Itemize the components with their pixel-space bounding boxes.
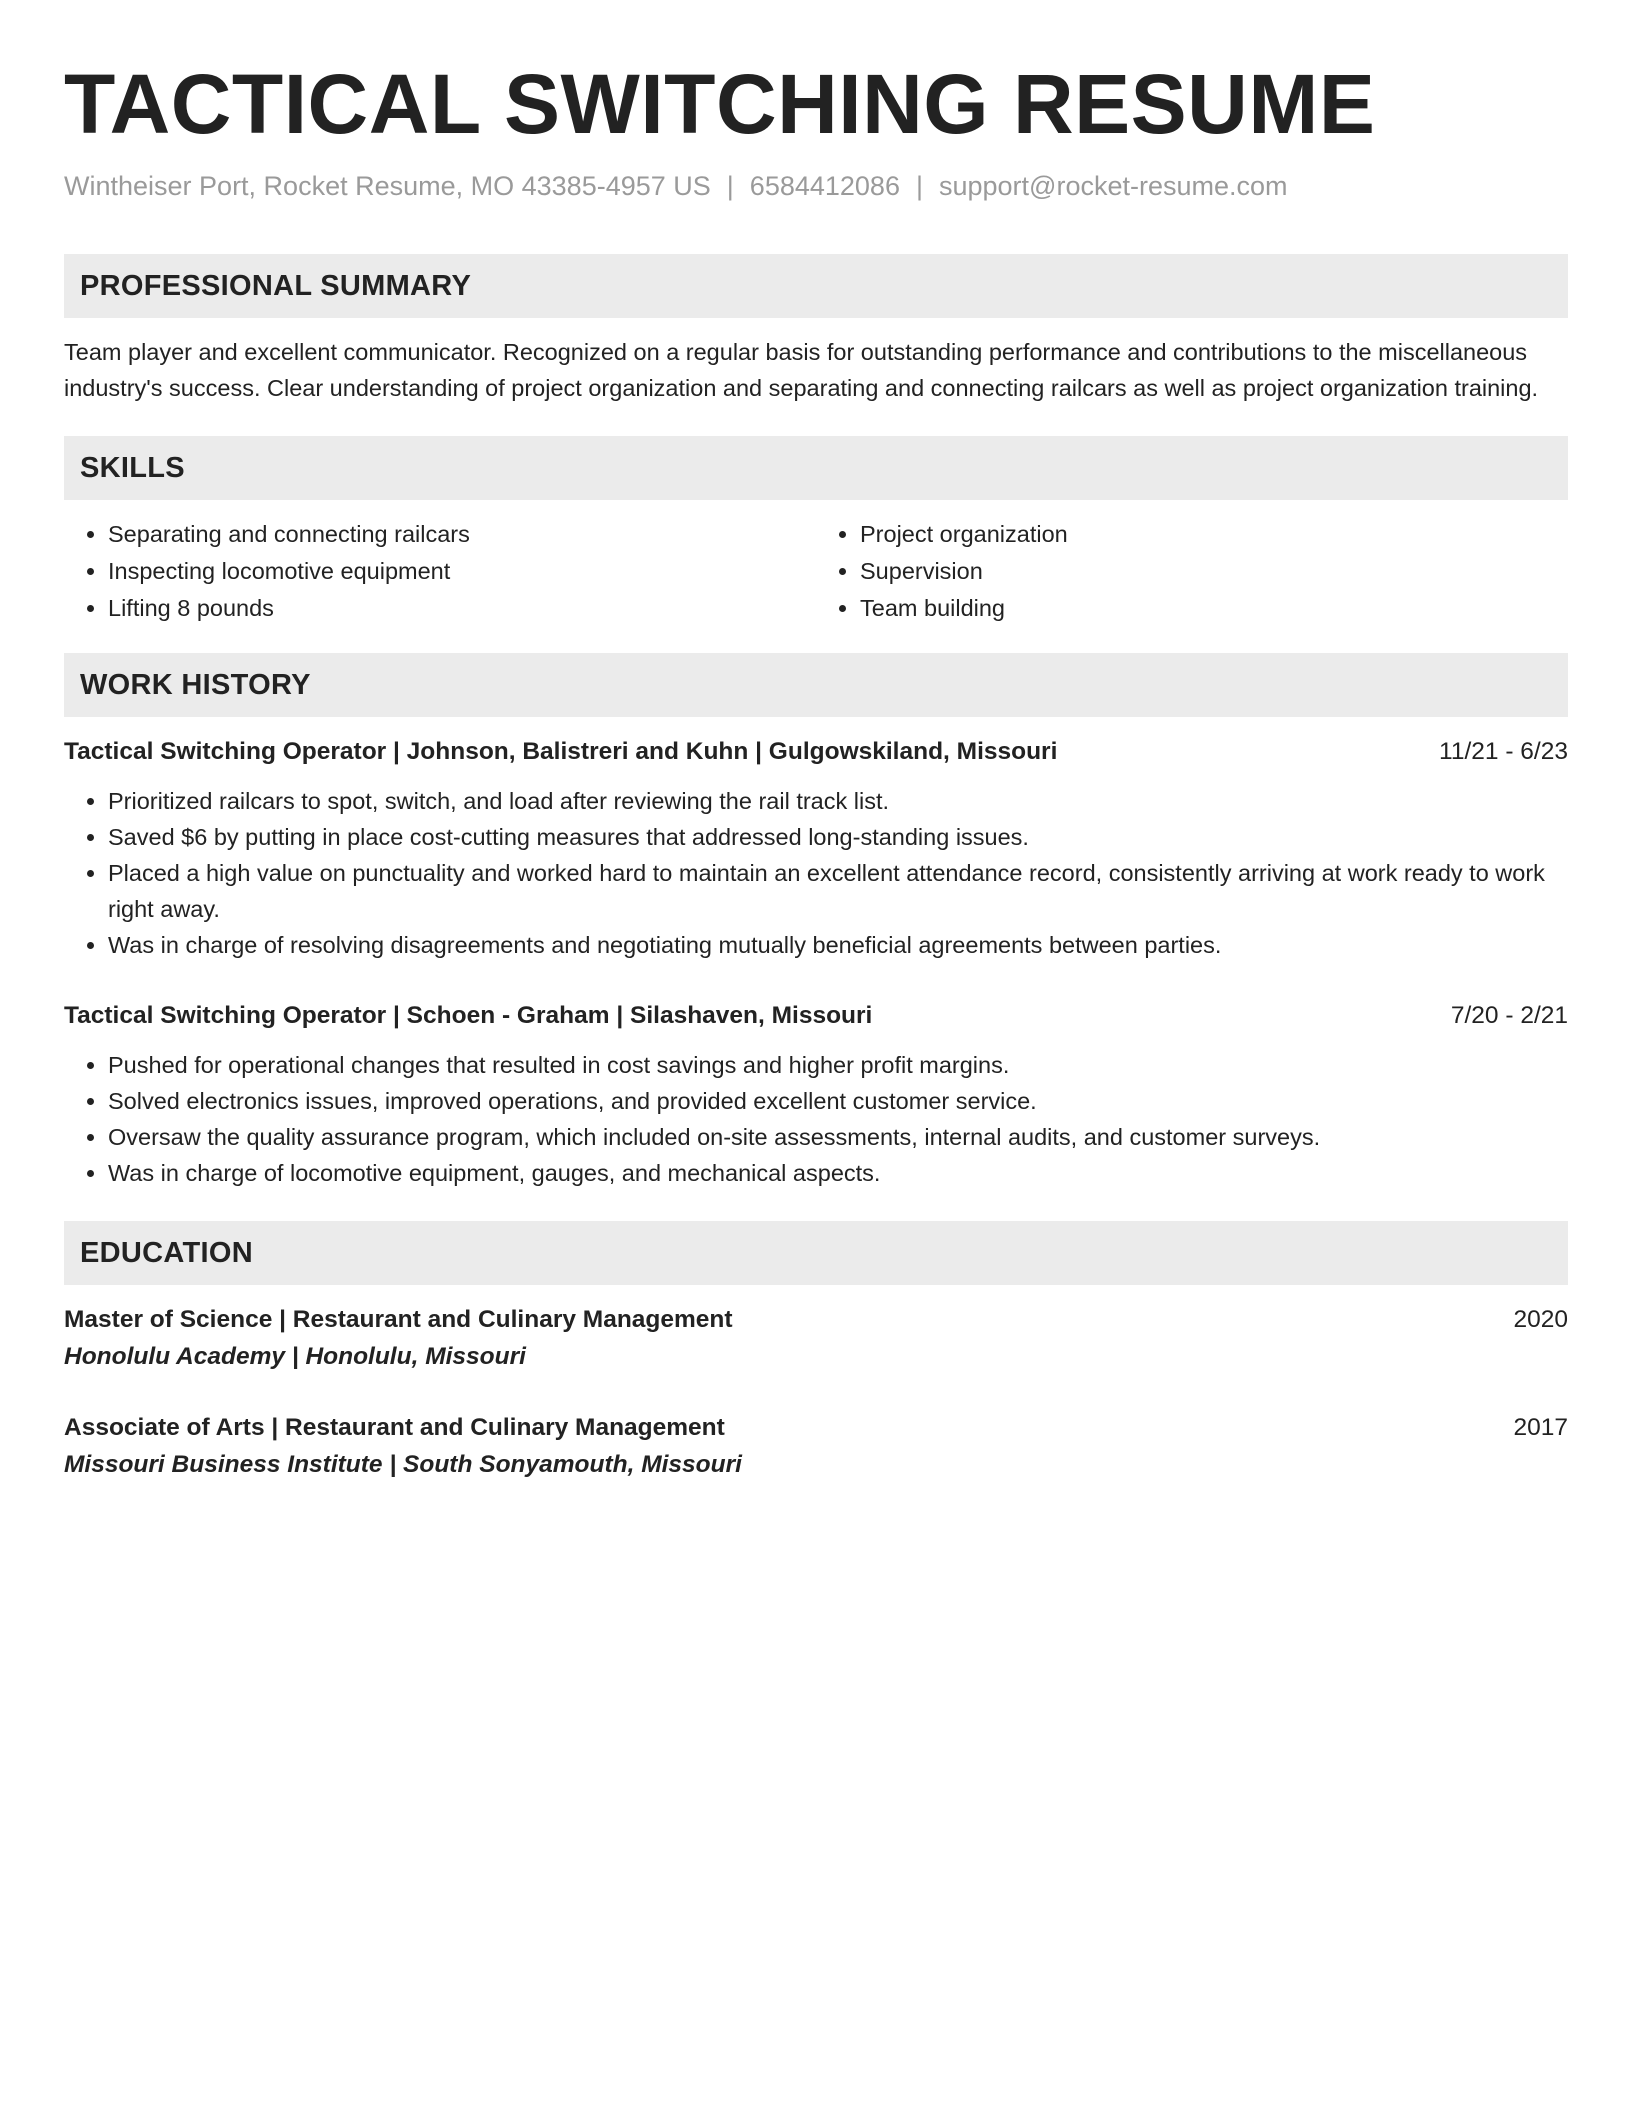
resume-title: TACTICAL SWITCHING RESUME [64,57,1376,151]
skill-item: • Team building [860,590,1568,627]
job-bullet: • Placed a high value on punctuality and worked hard to maintain an excellent attendance record, consistently arriving at work ready to work right away. [108,855,1568,927]
education-degree: Master of Science | Restaurant and Culinary Management [64,1306,733,1333]
job-bullet: • Saved $6 by putting in place cost-cutting measures that addressed long-standing issues. [108,819,1568,855]
job-bullets [64,783,1568,963]
contact-phone: 6584412086 [749,171,900,201]
skill-item: • Project organization [860,516,1568,553]
skill-item: • Supervision [860,553,1568,590]
section-heading-skills: SKILLS [64,436,1568,500]
contact-email: support@rocket-resume.com [938,171,1288,201]
job-bullet: • Was in charge of resolving disagreements and negotiating mutually beneficial agreements between parties. [108,927,1568,963]
skills-list [64,516,1568,627]
job-dates: 11/21 - 6/23 [1439,738,1568,765]
job-entry [64,999,1568,1191]
summary-text: Team player and excellent communicator. Recognized on a regular basis for outstanding performance and contributions to the miscellaneous industry's success. Clear understanding of project organization and separating and connecting railcars as well as project organization training. [64,339,1539,401]
contact-separator: | [915,171,923,201]
job-bullet: • Prioritized railcars to spot, switch, and load after reviewing the rail track list. [108,783,1568,819]
job-bullet: • Oversaw the quality assurance program, which included on-site assessments, internal audits, and customer surveys. [108,1119,1568,1155]
contact-separator: | [726,171,734,201]
job-bullet: • Pushed for operational changes that resulted in cost savings and higher profit margins. [108,1047,1568,1083]
section-heading-work-history: WORK HISTORY [64,653,1568,717]
job-entry [64,735,1568,963]
education-school: Missouri Business Institute | South Sonyamouth, Missouri [64,1451,742,1478]
job-title: Tactical Switching Operator | Johnson, Balistreri and Kuhn | Gulgowskiland, Missouri [64,738,1058,765]
education-degree: Associate of Arts | Restaurant and Culinary Management [64,1414,725,1441]
job-bullet: • Was in charge of locomotive equipment, gauges, and mechanical aspects. [108,1155,1568,1191]
education-year: 2017 [1513,1414,1568,1441]
education-school: Honolulu Academy | Honolulu, Missouri [64,1343,526,1370]
job-bullet: • Solved electronics issues, improved operations, and provided excellent customer service. [108,1083,1568,1119]
job-header [64,735,1568,769]
job-header [64,999,1568,1033]
skill-item: • Inspecting locomotive equipment [108,553,816,590]
job-title: Tactical Switching Operator | Schoen - Graham | Silashaven, Missouri [64,1002,873,1029]
skill-item: • Separating and connecting railcars [108,516,816,553]
job-dates: 7/20 - 2/21 [1450,1002,1568,1029]
education-entry [64,1303,1568,1375]
education-header [64,1411,1568,1445]
section-heading-summary: PROFESSIONAL SUMMARY [64,254,1568,318]
education-year: 2020 [1513,1306,1568,1333]
contact-address: Wintheiser Port, Rocket Resume, MO 43385-4957 US [64,171,711,201]
job-bullets [64,1047,1568,1191]
skills-column-left [64,516,816,627]
section-heading-education: EDUCATION [64,1221,1568,1285]
education-header [64,1303,1568,1337]
contact-line [64,168,1568,204]
skills-column-right [816,516,1568,627]
education-entry [64,1411,1568,1483]
skill-item: • Lifting 8 pounds [108,590,816,627]
